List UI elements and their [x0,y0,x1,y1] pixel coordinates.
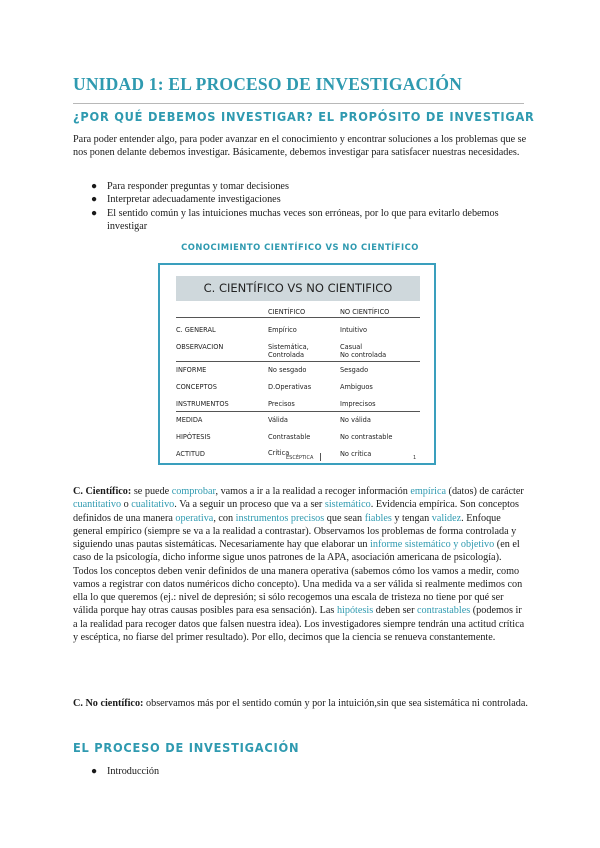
figure-title: CONOCIMIENTO CIENTÍFICO VS NO CIENTÍFICO [181,242,419,252]
row-cientifico: No sesgado [268,366,307,374]
table-header: C. CIENTÍFICO VS NO CIENTIFICO [176,276,420,301]
table-rule [176,411,420,412]
table-rule [176,317,420,318]
cientifico-paragraph: C. Científico: se puede comprobar, vamos a ir a la realidad a recoger información empírica (datos) de carácter cuantitativo o cualitativo. Va a seguir un proceso que va a ser sistemático. Evidencia empírica. Son conceptos definidos de una manera operativa, con instrumentos precisos que sean fiables y tengan validez. Enfoque general empírico (siempre se va a la realidad a contrastar). Observamos los problemas de forma controlada y siguiendo unas pautas sistemáticas. Necesariamente hay que elaborar un informe sistemático y objetivo (en el caso de la psicología, dicho informe sigue unos patrones de la APA, asociación americana de psicología). Todos los conceptos deben venir definidos de una manera operativa (sabemos cómo los vamos a medir, como vamos a registrar con datos numéricos dicho concepto). Una medida va a ser válida si realmente medimos con ella lo que queremos (ej.: nivel de depresión; si sólo recogemos una escala de tristeza no tiene por qué ser válida porque hay otras causas posibles para esa sensación). Las hipótesis deben ser contrastables (podemos ir a la realidad para recoger datos que falsen nuestra idea). Los investigadores siempre tendrán una actitud crítica y escéptica, no fiarse del primer resultado). Por ello, decimos que la ciencia se renueva constantemente. [73,486,525,643]
row-cientifico: Sistemática, Controlada [268,343,309,359]
row-cientifico: D.Operativas [268,383,312,391]
row-no-cientifico: No crítica [340,450,372,458]
list-item: ● El sentido común y las intuiciones muchas veces son erróneas, por lo que para evitarlo debemos investigar [91,207,499,232]
section-heading-proceso: EL PROCESO DE INVESTIGACIÓN [73,741,300,755]
reasons-list [73,180,528,233]
proceso-list [73,765,528,778]
bullet-dot-icon: ● [91,181,98,192]
row-no-cientifico: Intuitivo [340,326,368,334]
row-cientifico: Crítica [268,449,290,457]
table-rule [176,361,420,362]
bullet-dot-icon: ● [91,194,98,206]
list-item: ● Introducción [91,766,160,777]
row-cientifico: Válida [268,416,288,424]
list-item: ● Para responder preguntas y tomar decisiones [91,181,289,192]
row-cientifico: Precisos [268,400,295,408]
row-no-cientifico: Sesgado [340,366,369,374]
row-label: CONCEPTOS [176,383,217,391]
row-label: INFORME [176,366,207,374]
no-cientifico-paragraph: C. No científico: observamos más por el sentido común y por la intuición,sin que sea sistemática ni controlada. [73,698,528,709]
row-no-cientifico: Casual No controlada [340,343,387,359]
unit-title: UNIDAD 1: EL PROCESO DE INVESTIGACIÓN [73,74,463,94]
row-no-cientifico: No contrastable [340,433,393,441]
row-label: ACTITUD [176,450,205,458]
bullet-dot-icon: ● [91,207,98,219]
col-header-cientifico: CIENTÍFICO [268,308,306,316]
row-label: INSTRUMENTOS [176,400,229,408]
title-divider [73,103,524,104]
section-heading-proposito: ¿POR QUÉ DEBEMOS INVESTIGAR? EL PROPÓSITO DE INVESTIGAR [73,110,535,124]
row-label: OBSERVACION [176,343,224,351]
comparison-table-image [158,263,436,465]
row-no-cientifico: Imprecisos [340,400,376,408]
table-tick [320,453,321,461]
row-cientifico: Empírico [268,326,297,334]
row-label: MEDIDA [176,416,203,424]
table-page-marker: 1 [413,455,417,461]
row-cientifico: Contrastable [268,433,311,441]
row-no-cientifico: Ambiguos [340,383,373,391]
list-item: ● Interpretar adecuadamente investigaciones [91,194,281,206]
col-header-no-cientifico: NO CIENTÍFICO [340,308,390,316]
row-no-cientifico: No válida [340,416,371,424]
table-footnote: ESCÉPTICA [286,455,314,461]
intro-paragraph: Para poder entender algo, para poder avanzar en el conocimiento y encontrar soluciones a los problemas que se nos ponen delante debemos investigar. Básicamente, debemos investigar para satisfacer nuestras necesidades. [73,134,527,159]
row-label: C. GENERAL [176,326,216,334]
bullet-dot-icon: ● [91,766,98,777]
row-label: HIPÓTESIS [176,433,211,441]
